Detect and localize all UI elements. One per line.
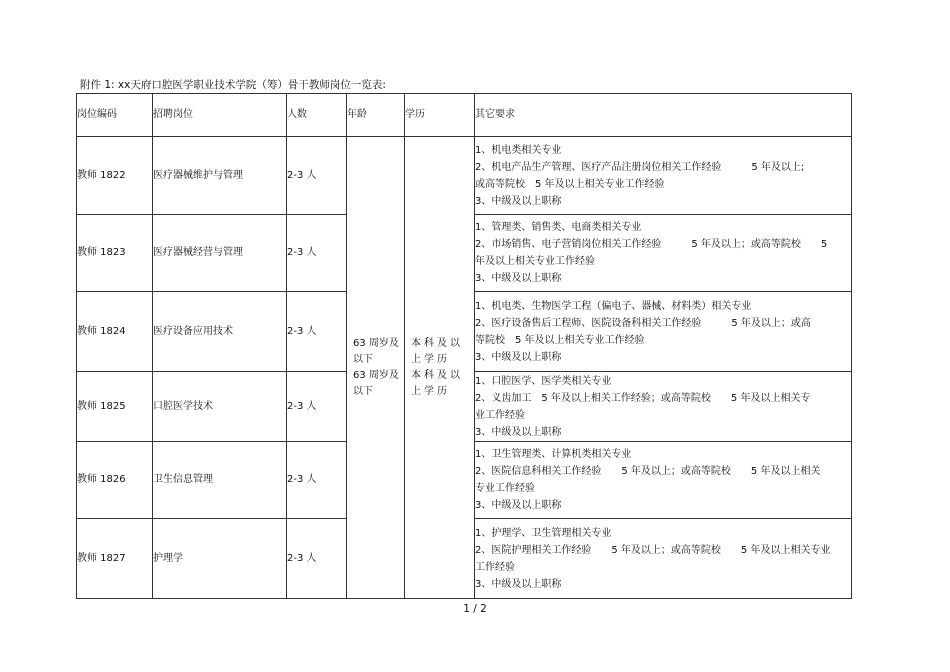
requirement-line: 3、中级及以上职称 <box>475 578 562 590</box>
education-requirement: 本科及以上学历 <box>411 369 463 397</box>
row-code: 教师 1826 <box>77 442 153 519</box>
header-count: 人数 <box>287 94 347 137</box>
requirement-line: 2、市场销售、电子营销岗位相关工作经验 5 年及以上；或高等院校 5 <box>475 239 828 250</box>
row-count: 2-3 人 <box>287 519 347 599</box>
requirement-line: 年及以上相关专业工作经验 <box>475 256 595 267</box>
table-header-row <box>77 94 852 137</box>
requirement-line: 或高等院校 5 年及以上相关专业工作经验 <box>475 178 665 190</box>
requirement-line: 3、中级及以上职称 <box>475 426 562 438</box>
education-cell <box>405 137 475 599</box>
requirement-line: 1、口腔医学、医学类相关专业 <box>475 375 612 387</box>
requirement-line: 2、医疗设备售后工程师、医院设备科相关工作经验 5 年及以上；或高 <box>475 317 811 329</box>
document-caption: 附件 1: xx天府口腔医学职业技术学院（筹）骨干教师岗位一览表: <box>80 79 386 91</box>
positions-table <box>76 93 852 599</box>
row-position: 口腔医学技术 <box>153 372 287 442</box>
requirement-line: 3、中级及以上职称 <box>475 195 562 207</box>
requirement-line: 业工作经验 <box>475 409 525 421</box>
row-requirements <box>475 372 852 442</box>
row-code: 教师 1825 <box>77 372 153 442</box>
requirement-line: 等院校 5 年及以上相关专业工作经验 <box>475 334 645 346</box>
requirement-line: 3、中级及以上职称 <box>475 351 562 363</box>
requirement-line: 2、医院信息科相关工作经验 5 年及以上；或高等院校 5 年及以上相关 <box>475 466 821 477</box>
row-count: 2-3 人 <box>287 292 347 372</box>
requirement-line: 2、机电产品生产管理、医疗产品注册岗位相关工作经验 5 年及以上; <box>475 161 805 173</box>
header-education: 学历 <box>405 94 475 137</box>
row-position: 医疗器械维护与管理 <box>153 137 287 215</box>
requirement-line: 专业工作经验 <box>475 483 535 494</box>
requirement-line: 1、机电类相关专业 <box>475 144 562 156</box>
requirement-line: 1、管理类、销售类、电商类相关专业 <box>475 222 642 233</box>
row-code: 教师 1827 <box>77 519 153 599</box>
requirement-line: 1、护理学、卫生管理相关专业 <box>475 527 612 539</box>
row-code: 教师 1822 <box>77 137 153 215</box>
education-requirement: 本科及以上学历 <box>411 337 463 365</box>
requirement-line: 1、机电类、生物医学工程（偏电子、器械、材料类）相关专业 <box>475 300 752 312</box>
row-code: 教师 1824 <box>77 292 153 372</box>
header-requirements: 其它要求 <box>475 94 852 137</box>
row-requirements <box>475 137 852 215</box>
requirement-line: 3、中级及以上职称 <box>475 500 562 511</box>
requirement-line: 2、医院护理相关工作经验 5 年及以上；或高等院校 5 年及以上相关专业 <box>475 544 831 556</box>
row-requirements <box>475 292 852 372</box>
requirement-line: 1、卫生管理类、计算机类相关专业 <box>475 449 632 460</box>
requirement-line: 3、中级及以上职称 <box>475 273 562 284</box>
requirement-line: 2、义齿加工 5 年及以上相关工作经验；或高等院校 5 年及以上相关专 <box>475 392 811 404</box>
row-count: 2-3 人 <box>287 442 347 519</box>
age-requirement: 63 周岁及以下 <box>353 337 399 365</box>
row-position: 医疗设备应用技术 <box>153 292 287 372</box>
requirement-line: 工作经验 <box>475 561 515 573</box>
table-row <box>77 137 852 215</box>
row-count: 2-3 人 <box>287 372 347 442</box>
header-code: 岗位编码 <box>77 94 153 137</box>
row-requirements <box>475 215 852 292</box>
age-requirement: 63 周岁及以下 <box>353 369 399 397</box>
row-count: 2-3 人 <box>287 137 347 215</box>
header-age: 年龄 <box>347 94 405 137</box>
row-code: 教师 1823 <box>77 215 153 292</box>
page-number: 1 / 2 <box>463 603 487 615</box>
row-position: 医疗器械经营与管理 <box>153 215 287 292</box>
row-requirements <box>475 442 852 519</box>
row-count: 2-3 人 <box>287 215 347 292</box>
row-position: 卫生信息管理 <box>153 442 287 519</box>
row-requirements <box>475 519 852 599</box>
header-position: 招聘岗位 <box>153 94 287 137</box>
age-cell <box>347 137 405 599</box>
row-position: 护理学 <box>153 519 287 599</box>
